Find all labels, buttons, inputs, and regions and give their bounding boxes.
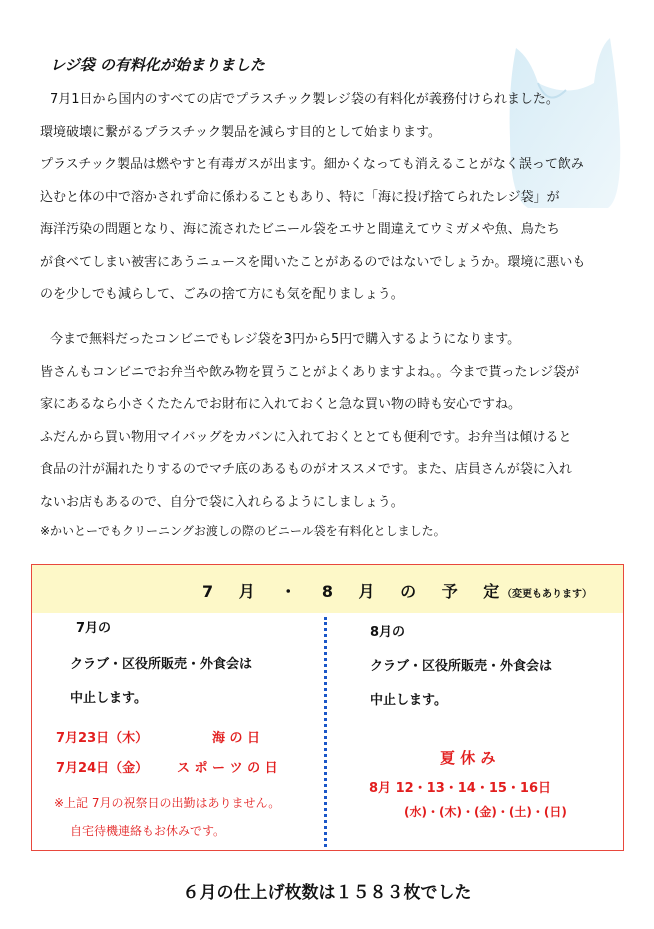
july-holiday-1-name: 海 の 日	[212, 731, 261, 746]
august-vacation-days: (水)・(木)・(金)・(土)・(日)	[404, 805, 567, 819]
text-line: ふだんから買い物用マイバッグをカバンに入れておくととても便利です。お弁当は傾けると	[40, 429, 572, 445]
july-holiday-1-date: 7月23日（木）	[56, 731, 149, 746]
text-line: のを少しでも減らして、ごみの捨て方にも気を配りましょう。	[40, 287, 404, 302]
schedule-header	[32, 565, 623, 613]
text-line: 家にあるなら小さくたたんでお財布に入れておくと急な買い物の時も安心ですね。	[40, 397, 522, 412]
text-line: 海洋汚染の問題となり、海に流されたビニール袋をエサと間違えてウミガメや魚、鳥たち	[40, 222, 560, 237]
article-title: レジ袋 の有料化が始まりました	[50, 56, 265, 74]
text-line: 皆さんもコンビニでお弁当や飲み物を買うことがよくありますよね。。今まで貰ったレジ袋が	[40, 364, 580, 380]
schedule-subtitle: （変更もあります）	[502, 589, 592, 600]
august-vacation-dates: 8月 12・13・14・15・16日	[369, 781, 552, 796]
july-holiday-2-name: ス ポ ー ツ の 日	[177, 761, 278, 776]
text-line: 7月1日から国内のすべての店でプラスチック製レジ袋の有料化が義務付けられました。	[50, 92, 559, 107]
july-heading: 7月の	[76, 621, 112, 636]
july-note-2: 自宅待機連絡もお休みです。	[70, 824, 226, 838]
shop-note: ※かいとーでもクリーニングお渡しの際のビニール袋を有料化としました。	[40, 524, 446, 538]
august-line-1: クラブ・区役所販売・外食会は	[370, 659, 553, 674]
text-line: ないお店もあるので、自分で袋に入れらるようにしましょう。	[40, 494, 404, 510]
july-line-1: クラブ・区役所販売・外食会は	[70, 657, 253, 672]
text-line: が食べてしまい被害にあうニュースを聞いたことがあるのではないでしょうか。環境に悪いも	[40, 254, 586, 270]
august-line-2: 中止します。	[370, 693, 447, 708]
text-line: 環境破壊に繋がるプラスチック製品を減らす目的として始まります。	[40, 124, 441, 140]
schedule-title: 7 月 ・ 8 月 の 予 定	[202, 582, 510, 601]
august-vacation-label: 夏 休 み	[440, 749, 496, 767]
july-holiday-2-date: 7月24日（金）	[56, 761, 149, 776]
text-line: プラスチック製品は燃やすと有毒ガスが出ます。細かくなっても消えることがなく誤って飲み	[40, 157, 584, 172]
article-paragraph-2	[40, 320, 630, 515]
august-heading: 8月の	[370, 625, 406, 640]
column-divider	[324, 617, 327, 847]
article-paragraph-1	[40, 80, 630, 308]
july-note-1: ※上記 7月の祝祭日の出勤はありません。	[54, 796, 281, 810]
july-line-2: 中止します。	[70, 691, 147, 706]
schedule-box	[31, 564, 624, 851]
text-line: 今まで無料だったコンビニでもレジ袋を3円から5円で購入するようになります。	[50, 332, 521, 347]
monthly-count-footer: ６月の仕上げ枚数は１５８３枚でした	[182, 883, 472, 903]
text-line: 込むと体の中で溶かされず命に係わることもあり、特に「海に投げ捨てられたレジ袋」が	[40, 189, 560, 205]
text-line: 食品の汁が漏れたりするのでマチ底のあるものがオススメです。また、店員さんが袋に入れ	[40, 462, 572, 477]
